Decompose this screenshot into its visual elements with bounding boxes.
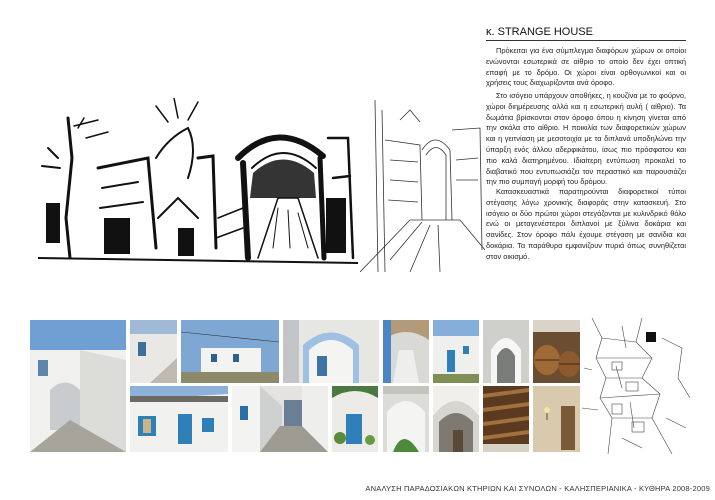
ink-sketch-archway xyxy=(38,98,358,270)
photo-blue-door-corner xyxy=(433,320,479,383)
description-paragraph-2: Στο ισόγειο υπάρχουν αποθήκες, η κουζίνα με το φούρνο, χώροι διημέρευσης αλλά και η εσωτερική αυλή ( αίθριο). Τα δωμάτια βρίσκονται στον όροφο όπου η κίνηση γίνεται από την σκάλα στο αίθριο. Η ποικιλία των διαφορετικών χώρων και η γειτνίαση με μεσοτοιχία με τα διπλανά υποδηλώνει την ύπαρξη ενός άλλου αδερφικάτου, ίσως πιο πρόσφατου και πιο καλά διατηρημένου. Ιδιαίτερη εντύπωση προκαλεί το διαβατικό που εντυπωσιάζει τον περαστικό και παρουσιάζει την πιο συμπαγή μορφή του δρόμου. xyxy=(486,91,686,187)
photo-arch-detail xyxy=(383,320,429,383)
photo-arch-passage xyxy=(283,320,379,383)
photo-round-arch xyxy=(483,320,529,383)
description-paragraph-3: Κατασκευαστικά παρατηρούνται διαφορετικοί τύποι στέγασης λόγω χρονικής διαφοράς στην κατασκευή. Στο ισόγειο οι δύο πρώτοι χώροι στεγάζονται με κυλινδρικό θόλο ενώ οι μεταγενέστεροι διπλανοί με ξύλινα δοκάρια και σανίδες. Στον όροφο πάλι έχουμε στέγαση με σανίδια και δοκάρια. Τα παράθυρα εμφανίζουν πυριά όπως συνηθίζεται στον οικισμό. xyxy=(486,187,686,261)
photo-facade-stairs xyxy=(130,320,177,383)
photo-vaulted-room xyxy=(433,386,479,452)
title-underline xyxy=(486,40,686,41)
photo-blue-door-plants xyxy=(332,386,378,452)
photo-house-with-wires xyxy=(181,320,279,383)
footer-caption: ΑΝΑΛΥΣΗ ΠΑΡΑΔΟΣΙΑΚΩΝ ΚΤΗΡΙΩΝ ΚΑΙ ΣΥΝΟΛΩΝ - ΚΑΛΗΣΠΕΡΙΑΝΙΚΑ - ΚΥΘΗΡΑ 2008-2009 xyxy=(365,484,710,493)
photo-arch-greenery xyxy=(383,386,429,452)
photo-wine-barrels xyxy=(533,320,580,383)
photo-interior-lamp xyxy=(533,386,580,452)
page-title: κ. STRANGE HOUSE xyxy=(486,26,593,38)
photo-white-alley xyxy=(30,320,126,452)
photo-wooden-ceiling-beams xyxy=(483,386,529,452)
pencil-sketch-alley xyxy=(360,100,485,272)
highlighted-building xyxy=(646,332,656,342)
description-paragraph-1: Πρόκειται για ένα σύμπλεγμα διαφόρων χώρων οι οποίοι ενώνονται εσωτερικά σε αίθριο το οποίο δεν έχει οπτική επαφή με το δρόμο. Οι χώροι είναι ορθογωνικοί και οι χρήσεις τους διαχωρίζονται ανά όροφο. xyxy=(486,46,686,88)
site-plan-map xyxy=(582,318,692,454)
photo-narrow-alley xyxy=(232,386,328,452)
photo-house-blue-shutters xyxy=(130,386,228,452)
